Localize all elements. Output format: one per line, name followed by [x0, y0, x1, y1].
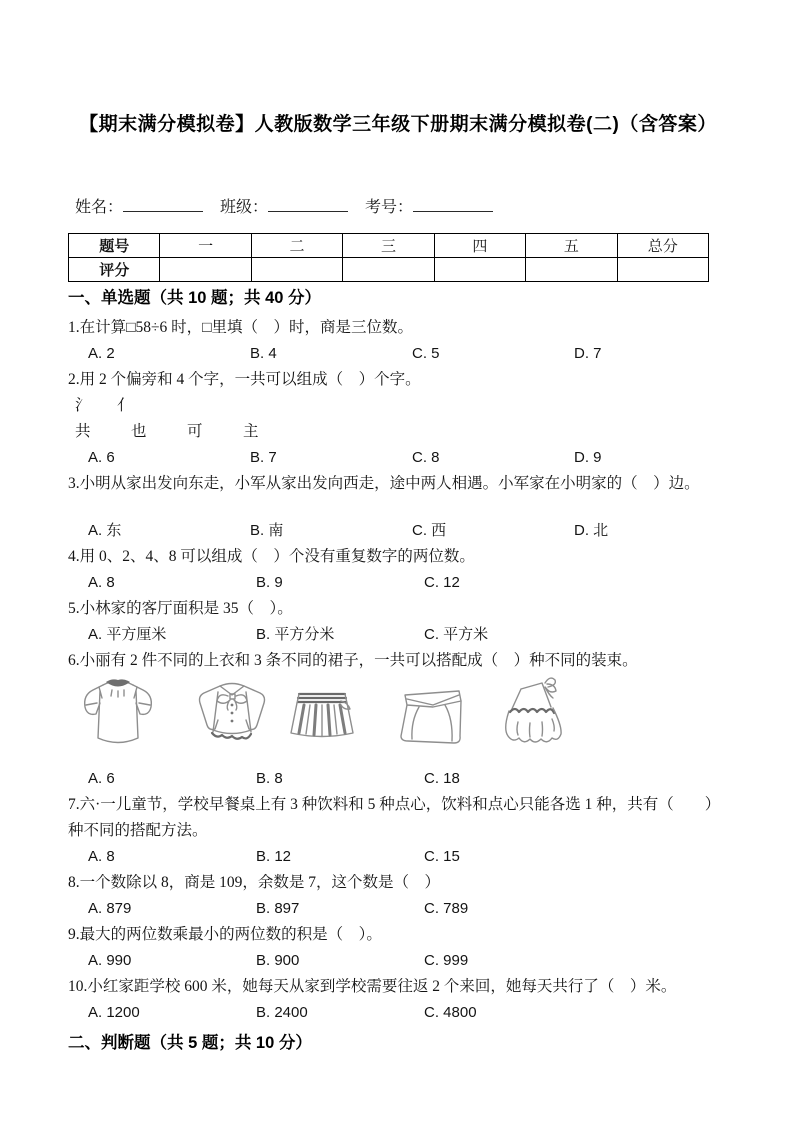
name-blank-line — [123, 194, 203, 212]
option-c: C. 18 — [424, 770, 460, 787]
question-7-options — [68, 844, 728, 870]
option-b: B. 897 — [256, 900, 300, 917]
option-b: B. 12 — [256, 848, 292, 865]
score-table-cell-col4: 四 — [434, 234, 525, 258]
option-a: A. 1200 — [88, 1004, 140, 1021]
question-1-options — [68, 341, 728, 367]
score-cell-empty — [251, 258, 342, 282]
question-2-radicals — [68, 393, 728, 419]
character-ke: 可 — [187, 423, 203, 440]
option-d: D. 9 — [574, 449, 602, 466]
score-table-cell-col2: 二 — [251, 234, 342, 258]
question-5-text: 5.小林家的客厅面积是 35（ ）。 — [68, 600, 293, 617]
option-b: B. 南 — [250, 522, 284, 539]
option-b: B. 4 — [250, 345, 277, 362]
section1-heading: 一、单选题（共 10 题；共 40 分） — [68, 289, 322, 307]
character-gong: 共 — [75, 423, 91, 440]
score-cell-empty — [617, 258, 708, 282]
score-table-cell-total: 总分 — [617, 234, 708, 258]
question-4 — [68, 544, 728, 570]
question-3-text: 3.小明从家出发向东走，小军从家出发向西走，途中两人相遇。小军家在小明家的（ ）边。 — [68, 475, 700, 492]
score-table-cell-col3: 三 — [343, 234, 434, 258]
exam-no-label: 考号： — [365, 199, 414, 216]
question-8 — [68, 870, 728, 896]
score-row-label: 评分 — [69, 258, 160, 282]
radical-water: 氵 — [75, 397, 91, 414]
question-9 — [68, 922, 728, 948]
question-2 — [68, 367, 728, 393]
radical-person: 亻 — [117, 397, 133, 414]
question-2-options — [68, 445, 728, 471]
question-10-text: 10.小红家距学校 600 米，她每天从家到学校需要往返 2 个来回，她每天共行了（ ）米。 — [68, 978, 677, 995]
score-cell-empty — [343, 258, 434, 282]
score-cell-empty — [160, 258, 251, 282]
question-1 — [68, 315, 728, 341]
score-table-cell-col1: 一 — [160, 234, 251, 258]
option-a: A. 8 — [88, 574, 115, 591]
option-c: C. 789 — [424, 900, 469, 917]
question-8-options — [68, 896, 728, 922]
class-blank-line — [268, 194, 348, 212]
name-label: 姓名： — [75, 199, 124, 216]
option-a: A. 6 — [88, 449, 115, 466]
ruffled-skirt-image — [496, 674, 572, 750]
option-a: A. 990 — [88, 952, 132, 969]
question-10 — [68, 974, 728, 1000]
question-3-options — [68, 518, 728, 544]
score-table-score-row — [69, 258, 709, 282]
character-ye: 也 — [131, 423, 147, 440]
option-c: C. 999 — [424, 952, 469, 969]
student-info-row — [68, 194, 728, 220]
short-sleeve-top-image — [75, 674, 161, 752]
question-9-options — [68, 948, 728, 974]
question-6-clothing-images — [68, 674, 728, 766]
option-c: C. 西 — [412, 522, 447, 539]
option-b: B. 9 — [256, 574, 283, 591]
question-6 — [68, 648, 728, 674]
question-7 — [68, 792, 728, 844]
pleated-skirt-image — [286, 689, 358, 741]
score-table-cell-label: 题号 — [69, 234, 160, 258]
option-c: C. 平方米 — [424, 626, 489, 643]
option-c: C. 12 — [424, 574, 460, 591]
score-table-header-row — [69, 234, 709, 258]
option-a: A. 东 — [88, 522, 122, 539]
question-5 — [68, 596, 728, 622]
question-7-text: 7.六·一儿童节，学校早餐桌上有 3 种饮料和 5 种点心，饮料和点心只能各选 1 种，共有（ ）种不同的搭配方法。 — [68, 796, 721, 839]
question-4-text: 4.用 0、2、4、8 可以组成（ ）个没有重复数字的两位数。 — [68, 548, 475, 565]
option-b: B. 900 — [256, 952, 300, 969]
score-table-cell-col5: 五 — [526, 234, 617, 258]
section2-heading: 二、判断题（共 5 题；共 10 分） — [68, 1034, 312, 1052]
option-b: B. 7 — [250, 449, 277, 466]
question-1-text: 1.在计算□58÷6 时，□里填（ ）时，商是三位数。 — [68, 319, 413, 336]
exam-no-blank-line — [413, 194, 493, 212]
question-4-options — [68, 570, 728, 596]
long-sleeve-blouse-image — [188, 680, 276, 746]
score-cell-empty — [434, 258, 525, 282]
option-a: A. 8 — [88, 848, 115, 865]
option-b: B. 2400 — [256, 1004, 308, 1021]
option-c: C. 15 — [424, 848, 460, 865]
score-cell-empty — [526, 258, 617, 282]
question-2-characters — [68, 419, 728, 445]
question-2-text: 2.用 2 个偏旁和 4 个字，一共可以组成（ ）个字。 — [68, 371, 421, 388]
option-c: C. 5 — [412, 345, 440, 362]
option-a: A. 2 — [88, 345, 115, 362]
option-d: D. 7 — [574, 345, 602, 362]
question-9-text: 9.最大的两位数乘最小的两位数的积是（ ）。 — [68, 926, 382, 943]
character-zhu: 主 — [243, 423, 259, 440]
option-d: D. 北 — [574, 522, 609, 539]
question-10-options — [68, 1000, 728, 1026]
class-label: 班级： — [220, 199, 269, 216]
plain-skirt-image — [396, 686, 468, 746]
option-b: B. 平方分米 — [256, 626, 335, 643]
option-a: A. 平方厘米 — [88, 626, 167, 643]
option-b: B. 8 — [256, 770, 283, 787]
question-5-options — [68, 622, 728, 648]
option-a: A. 6 — [88, 770, 115, 787]
question-6-text: 6.小丽有 2 件不同的上衣和 3 条不同的裙子，一共可以搭配成（ ）种不同的装束。 — [68, 652, 638, 669]
option-c: C. 8 — [412, 449, 440, 466]
option-a: A. 879 — [88, 900, 132, 917]
question-6-options — [68, 766, 728, 792]
question-3 — [68, 471, 728, 497]
option-c: C. 4800 — [424, 1004, 477, 1021]
page-title: 【期末满分模拟卷】人教版数学三年级下册期末满分模拟卷(二)（含答案） — [79, 114, 717, 135]
question-8-text: 8.一个数除以 8，商是 109，余数是 7，这个数是（ ） — [68, 874, 441, 891]
score-table — [68, 233, 709, 282]
